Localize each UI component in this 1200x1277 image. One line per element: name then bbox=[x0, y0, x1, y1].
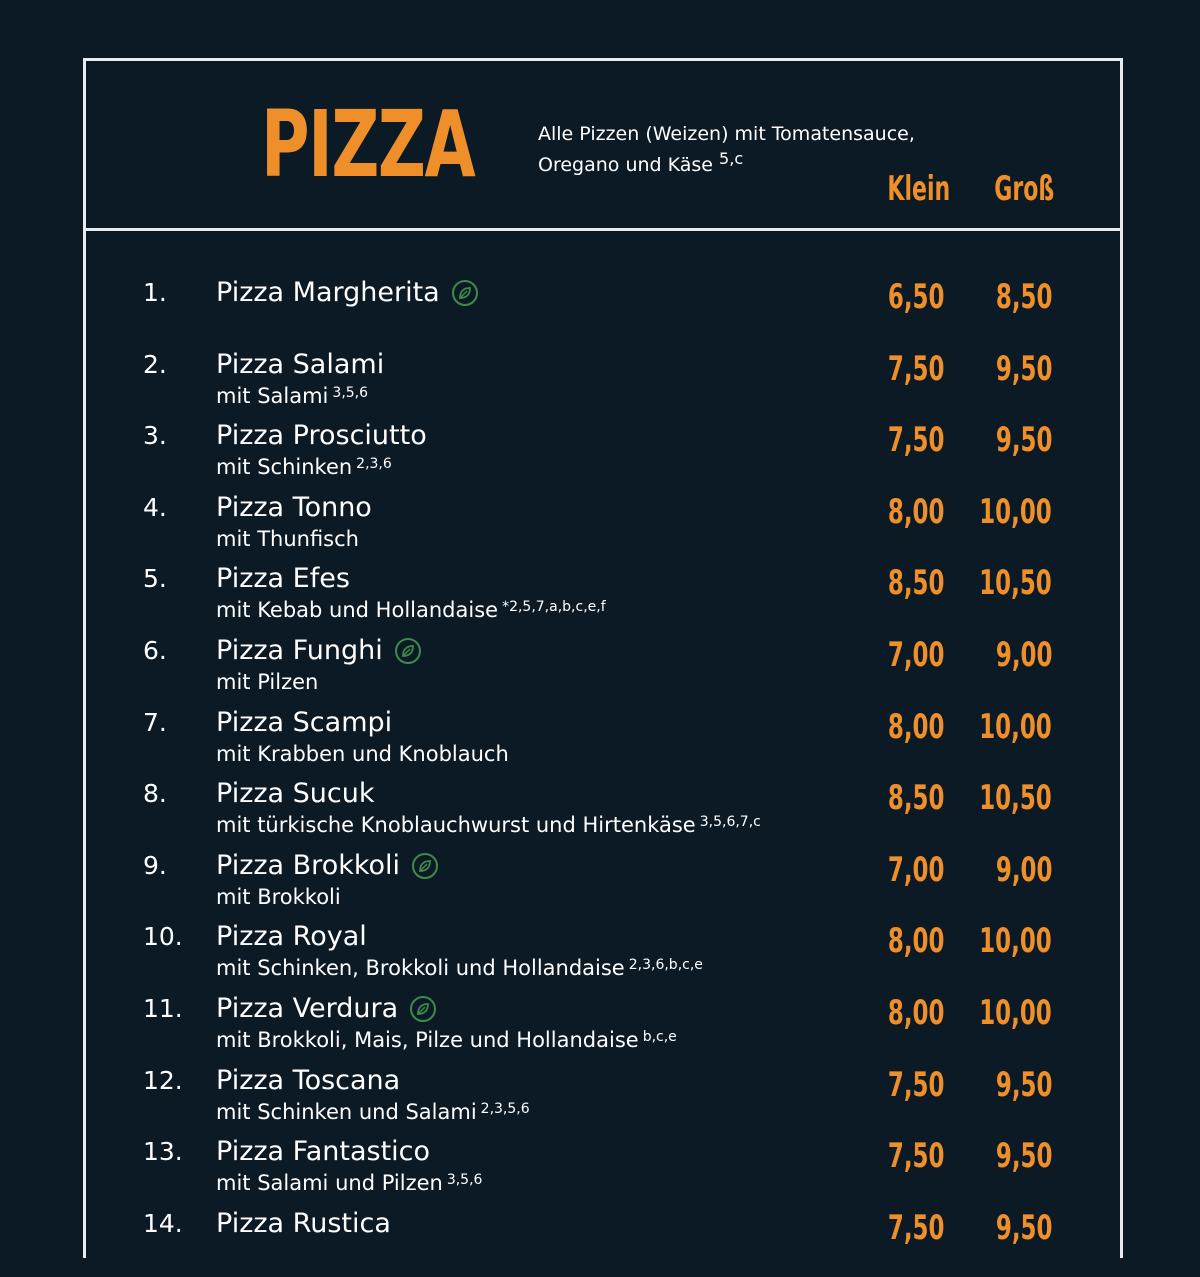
item-description: mit Salami und Pilzen bbox=[216, 1171, 443, 1196]
price-klein: 8,00 bbox=[887, 491, 944, 532]
item-allergen-codes: 3,5,6 bbox=[332, 384, 369, 401]
item-name: Pizza Toscana bbox=[216, 1064, 401, 1096]
item-description: mit Brokkoli, Mais, Pilze und Hollandaise bbox=[216, 1028, 639, 1052]
item-description-wrap bbox=[216, 1097, 530, 1127]
vegetarian-leaf-icon bbox=[410, 996, 436, 1022]
item-name: Pizza Efes bbox=[216, 563, 350, 595]
menu-item bbox=[86, 990, 1120, 1062]
price-gross: 9,00 bbox=[995, 849, 1052, 890]
menu-item bbox=[86, 274, 1120, 346]
item-allergen-codes: 3,5,6,7,c bbox=[699, 814, 761, 831]
item-description-wrap bbox=[216, 810, 761, 840]
price-klein: 7,50 bbox=[887, 1064, 944, 1105]
price-gross: 8,50 bbox=[995, 277, 1052, 317]
item-name-wrap bbox=[216, 632, 421, 670]
item-name-wrap bbox=[216, 346, 384, 384]
price-gross: 10,00 bbox=[979, 491, 1052, 532]
price-gross: 10,50 bbox=[979, 563, 1052, 604]
item-description: mit Schinken, Brokkoli und Hollandaise bbox=[216, 956, 625, 981]
item-number: 13. bbox=[143, 1137, 183, 1167]
item-description-wrap bbox=[216, 452, 392, 482]
price-gross: 9,50 bbox=[995, 1064, 1052, 1105]
item-allergen-codes: 2,3,6,b,c,e bbox=[628, 957, 703, 974]
menu-item bbox=[86, 847, 1120, 919]
item-name: Pizza Prosciutto bbox=[216, 420, 427, 452]
menu-item bbox=[86, 1133, 1120, 1205]
price-gross: 9,50 bbox=[995, 1136, 1052, 1177]
item-name-wrap bbox=[216, 560, 350, 598]
item-description: mit Pilzen bbox=[216, 670, 319, 694]
item-number: 12. bbox=[143, 1065, 183, 1095]
item-name: Pizza Rustica bbox=[216, 1207, 391, 1239]
item-allergen-codes: 2,3,5,6 bbox=[480, 1100, 530, 1117]
item-name-wrap bbox=[216, 1205, 391, 1243]
price-gross: 9,50 bbox=[995, 420, 1052, 461]
item-description-wrap bbox=[216, 1025, 677, 1055]
menu-item bbox=[86, 918, 1120, 990]
price-gross: 10,00 bbox=[979, 993, 1052, 1033]
menu-item bbox=[86, 1062, 1120, 1134]
vegetarian-leaf-icon bbox=[395, 638, 421, 664]
vegetarian-leaf-icon bbox=[412, 853, 438, 879]
item-name-wrap bbox=[216, 417, 427, 455]
menu-item bbox=[86, 775, 1120, 847]
item-allergen-codes: 2,3,6 bbox=[356, 456, 392, 473]
item-description: mit Brokkoli bbox=[216, 884, 341, 909]
menu-item bbox=[86, 1205, 1120, 1277]
item-description: mit türkische Knoblauchwurst und Hirtenkäse bbox=[216, 813, 696, 838]
item-number: 3. bbox=[143, 421, 167, 451]
price-klein: 8,50 bbox=[887, 563, 944, 604]
item-description-wrap bbox=[216, 595, 606, 625]
menu-item bbox=[86, 632, 1120, 704]
item-name-wrap bbox=[216, 489, 372, 527]
item-description: mit Kebab und Hollandaise bbox=[216, 598, 499, 623]
price-klein: 7,50 bbox=[887, 420, 944, 461]
item-number: 7. bbox=[143, 707, 167, 737]
item-description-wrap bbox=[216, 1168, 482, 1198]
column-header-klein: Klein bbox=[887, 169, 950, 209]
menu-header bbox=[86, 61, 1120, 231]
item-number: 1. bbox=[143, 278, 167, 307]
price-gross: 10,00 bbox=[979, 706, 1052, 747]
item-name: Pizza Tonno bbox=[216, 491, 372, 523]
item-number: 8. bbox=[143, 779, 167, 809]
menu-item bbox=[86, 417, 1120, 489]
item-name: Pizza Sucuk bbox=[216, 778, 375, 810]
item-name: Pizza Verdura bbox=[216, 993, 399, 1024]
price-gross: 9,50 bbox=[995, 1207, 1052, 1248]
item-name-wrap bbox=[216, 1133, 430, 1171]
item-name: Pizza Brokkoli bbox=[216, 849, 401, 881]
item-number: 10. bbox=[143, 922, 183, 952]
menu-item bbox=[86, 346, 1120, 418]
price-klein: 7,00 bbox=[887, 635, 944, 675]
item-number: 2. bbox=[143, 349, 167, 379]
item-description-wrap bbox=[216, 953, 703, 983]
item-description-wrap bbox=[216, 381, 368, 411]
item-description-wrap bbox=[216, 524, 359, 554]
price-klein: 7,50 bbox=[887, 348, 944, 389]
item-allergen-codes: b,c,e bbox=[642, 1029, 677, 1045]
item-number: 14. bbox=[143, 1208, 183, 1238]
price-klein: 7,50 bbox=[887, 1207, 944, 1248]
item-name: Pizza Funghi bbox=[216, 635, 383, 666]
price-gross: 10,50 bbox=[979, 778, 1052, 819]
price-klein: 7,00 bbox=[887, 849, 944, 890]
item-name-wrap bbox=[216, 775, 375, 813]
price-klein: 8,00 bbox=[887, 706, 944, 747]
item-number: 6. bbox=[143, 636, 167, 665]
price-klein: 7,50 bbox=[887, 1136, 944, 1177]
item-name-wrap bbox=[216, 918, 367, 956]
item-description: mit Schinken bbox=[216, 455, 353, 480]
item-description: mit Salami bbox=[216, 383, 329, 408]
menu-frame bbox=[83, 58, 1123, 1258]
price-klein: 8,00 bbox=[887, 993, 944, 1033]
item-number: 5. bbox=[143, 564, 167, 594]
item-number: 11. bbox=[143, 994, 183, 1023]
menu-item bbox=[86, 560, 1120, 632]
item-number: 9. bbox=[143, 850, 167, 880]
item-description-wrap bbox=[216, 882, 341, 912]
price-klein: 8,00 bbox=[887, 921, 944, 962]
price-gross: 10,00 bbox=[979, 921, 1052, 962]
item-name: Pizza Scampi bbox=[216, 706, 393, 738]
vegetarian-leaf-icon bbox=[452, 280, 478, 306]
page-title: PIZZA bbox=[261, 91, 475, 198]
item-allergen-codes: *2,5,7,a,b,c,e,f bbox=[502, 599, 606, 616]
intro-text bbox=[538, 119, 915, 181]
price-gross: 9,50 bbox=[995, 348, 1052, 389]
menu-item bbox=[86, 704, 1120, 776]
intro-allergen-codes: 5,c bbox=[719, 149, 744, 168]
item-name: Pizza Margherita bbox=[216, 277, 440, 308]
price-klein: 8,50 bbox=[887, 778, 944, 819]
item-name-wrap bbox=[216, 1062, 400, 1100]
item-allergen-codes: 3,5,6 bbox=[446, 1172, 483, 1189]
item-description-wrap bbox=[216, 739, 509, 769]
item-description: mit Thunfisch bbox=[216, 526, 359, 551]
column-header-gross: Groß bbox=[994, 169, 1054, 209]
item-name: Pizza Royal bbox=[216, 921, 367, 953]
item-number: 4. bbox=[143, 492, 167, 522]
item-name-wrap bbox=[216, 274, 478, 312]
item-name-wrap bbox=[216, 704, 392, 742]
price-klein: 6,50 bbox=[887, 277, 944, 317]
intro-line-1: Alle Pizzen (Weizen) mit Tomatensauce, bbox=[538, 123, 915, 145]
item-description: mit Schinken und Salami bbox=[216, 1099, 477, 1124]
intro-line-2: Oregano und Käse bbox=[538, 154, 713, 176]
item-description: mit Krabben und Knoblauch bbox=[216, 741, 509, 766]
item-description-wrap bbox=[216, 667, 318, 697]
item-name: Pizza Salami bbox=[216, 348, 385, 380]
price-gross: 9,00 bbox=[995, 635, 1052, 675]
item-name-wrap bbox=[216, 990, 436, 1028]
item-name: Pizza Fantastico bbox=[216, 1136, 431, 1168]
menu-item bbox=[86, 489, 1120, 561]
item-name-wrap bbox=[216, 847, 438, 885]
